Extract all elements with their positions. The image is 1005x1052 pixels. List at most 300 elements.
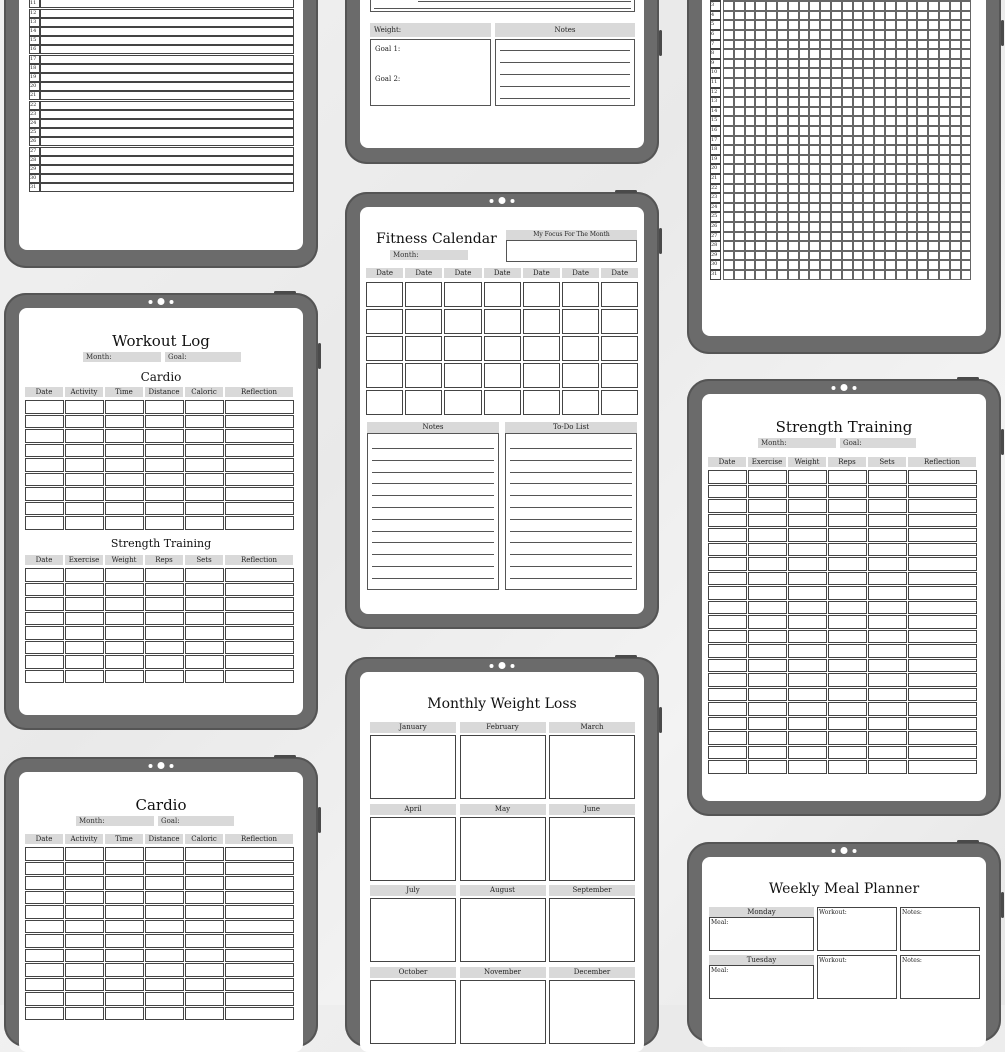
grid-cell (842, 126, 853, 136)
grid-cell (799, 116, 810, 126)
table-header: Reflection (225, 834, 293, 844)
grid-cell (842, 184, 853, 194)
workout-cardio-label (374, 0, 424, 1)
grid-cell (799, 78, 810, 88)
grid-cell (723, 88, 734, 98)
grid-cell (799, 184, 810, 194)
grid-cell (766, 241, 777, 251)
strength-training-goal: Goal: (840, 438, 916, 448)
grid-cell (788, 270, 799, 280)
grid-cell (950, 97, 961, 107)
table-cell (708, 543, 747, 557)
grid-cell (734, 116, 745, 126)
table-cell (145, 458, 184, 472)
grid-cell (907, 97, 918, 107)
table-cell (145, 612, 184, 626)
grid-cell (820, 40, 831, 50)
workout-log-title: Workout Log (112, 332, 210, 350)
grid-cell (745, 116, 756, 126)
grid-cell (950, 270, 961, 280)
grid-cell (766, 260, 777, 270)
grid-cell (799, 174, 810, 184)
grid-cell (961, 184, 972, 194)
grid-cell (853, 78, 864, 88)
grid-cell (755, 222, 766, 232)
grid-cell (885, 1, 896, 11)
grid-cell (809, 68, 820, 78)
table-cell (105, 612, 144, 626)
table-cell (225, 626, 294, 640)
row-line (40, 156, 294, 165)
table-cell (788, 543, 827, 557)
grid-cell (820, 30, 831, 40)
grid-cell (788, 193, 799, 203)
tablet-strength-training (687, 379, 1001, 816)
table-cell (868, 630, 907, 644)
table-cell (105, 862, 144, 876)
table-cell (748, 586, 787, 600)
grid-cell (831, 78, 842, 88)
table-cell (908, 731, 977, 745)
table-cell (105, 400, 144, 414)
grid-cell (831, 174, 842, 184)
grid-cell (777, 11, 788, 21)
grid-cell (745, 251, 756, 261)
grid-cell (928, 78, 939, 88)
grid-cell (961, 241, 972, 251)
grid-cell (842, 107, 853, 117)
grid-cell (755, 164, 766, 174)
grid-cell (809, 107, 820, 117)
grid-cell (820, 107, 831, 117)
grid-cell (874, 164, 885, 174)
table-cell (25, 487, 64, 501)
table-cell (748, 644, 787, 658)
grid-cell (799, 11, 810, 21)
grid-cell (799, 30, 810, 40)
grid-cell (917, 260, 928, 270)
grid-cell (723, 40, 734, 50)
table-cell (868, 557, 907, 571)
table-cell (65, 934, 104, 948)
grid-cell (820, 232, 831, 242)
table-cell (105, 626, 144, 640)
grid-cell (896, 270, 907, 280)
grid-cell (766, 107, 777, 117)
grid-cell (820, 1, 831, 11)
grid-cell (745, 155, 756, 165)
grid-cell (831, 193, 842, 203)
grid-cell (734, 11, 745, 21)
grid-cell (820, 203, 831, 213)
table-cell (65, 597, 104, 611)
grid-cell (928, 193, 939, 203)
row-line (40, 110, 294, 119)
table-cell (908, 702, 977, 716)
grid-cell (820, 260, 831, 270)
table-cell (788, 644, 827, 658)
table-header: Sets (185, 555, 223, 565)
grid-row-number: 11 (711, 79, 718, 85)
cardio-goal: Goal: (158, 816, 234, 826)
table-cell (868, 702, 907, 716)
table-cell (908, 499, 977, 513)
grid-cell (885, 164, 896, 174)
grid-cell (917, 136, 928, 146)
grid-cell (799, 232, 810, 242)
notes-label: Notes: (902, 909, 922, 916)
grid-cell (788, 203, 799, 213)
month-box (370, 898, 456, 962)
grid-cell (928, 155, 939, 165)
table-cell (105, 444, 144, 458)
calendar-day-cell (405, 390, 442, 415)
grid-cell (788, 78, 799, 88)
notes-line (372, 507, 494, 508)
grid-cell (863, 145, 874, 155)
grid-cell (799, 126, 810, 136)
grid-cell (961, 30, 972, 40)
notes-line (372, 531, 494, 532)
grid-cell (820, 174, 831, 184)
notes-header: Notes (495, 23, 635, 37)
table-header: Date (25, 555, 63, 565)
grid-cell (896, 1, 907, 11)
grid-cell (734, 97, 745, 107)
notes-line (372, 448, 494, 449)
row-line (40, 147, 294, 156)
table-cell (185, 978, 224, 992)
grid-cell (831, 136, 842, 146)
grid-cell (820, 59, 831, 69)
meal-label: Meal: (711, 967, 729, 974)
table-cell (868, 528, 907, 542)
grid-cell (939, 270, 950, 280)
calendar-day-header: Date (601, 268, 638, 278)
grid-cell (842, 260, 853, 270)
table-cell (225, 583, 294, 597)
todo-line (510, 448, 632, 449)
month-header: December (549, 967, 635, 978)
grid-cell (734, 260, 745, 270)
grid-cell (853, 20, 864, 30)
todo-line (510, 531, 632, 532)
table-cell (105, 568, 144, 582)
workout-log-month: Month: (83, 352, 161, 362)
grid-cell (939, 232, 950, 242)
grid-row-number: 10 (711, 69, 718, 76)
grid-cell (734, 136, 745, 146)
grid-cell (928, 270, 939, 280)
grid-cell (853, 251, 864, 261)
table-cell (708, 673, 747, 687)
grid-cell (863, 184, 874, 194)
table-cell (185, 444, 224, 458)
grid-cell (950, 174, 961, 184)
table-cell (828, 586, 867, 600)
table-header: Reflection (225, 387, 293, 397)
grid-cell (896, 203, 907, 213)
table-cell (748, 572, 787, 586)
grid-cell (788, 30, 799, 40)
grid-cell (853, 212, 864, 222)
workout-label: Workout: (819, 957, 847, 964)
row-number: 12 (30, 9, 37, 16)
grid-cell (917, 174, 928, 184)
grid-cell (853, 184, 864, 194)
row-line (40, 9, 294, 18)
grid-cell (777, 20, 788, 30)
grid-cell (723, 78, 734, 88)
table-cell (788, 572, 827, 586)
grid-cell (863, 68, 874, 78)
table-cell (105, 891, 144, 905)
grid-cell (734, 126, 745, 136)
grid-cell (885, 49, 896, 59)
table-cell (145, 847, 184, 861)
grid-cell (907, 59, 918, 69)
grid-cell (745, 203, 756, 213)
grid-cell (831, 251, 842, 261)
grid-cell (961, 11, 972, 21)
grid-cell (950, 59, 961, 69)
grid-cell (853, 97, 864, 107)
grid-cell (907, 49, 918, 59)
table-cell (868, 514, 907, 528)
grid-cell (831, 68, 842, 78)
table-cell (708, 760, 747, 774)
grid-cell (939, 251, 950, 261)
table-cell (225, 568, 294, 582)
grid-cell (799, 1, 810, 11)
table-header: Reps (828, 457, 866, 467)
grid-cell (928, 107, 939, 117)
grid-cell (907, 232, 918, 242)
grid-cell (766, 174, 777, 184)
table-cell (225, 920, 294, 934)
grid-cell (917, 116, 928, 126)
table-cell (25, 429, 64, 443)
tracker-screen (19, 0, 303, 250)
table-cell (708, 688, 747, 702)
grid-cell (820, 68, 831, 78)
grid-cell (896, 212, 907, 222)
row-number: 25 (30, 129, 37, 136)
grid-cell (961, 40, 972, 50)
grid-cell (745, 30, 756, 40)
grid-cell (842, 270, 853, 280)
tablet-goals (345, 0, 659, 164)
grid-cell (745, 222, 756, 232)
table-cell (105, 502, 144, 516)
grid-cell (755, 155, 766, 165)
grid-cell (777, 174, 788, 184)
table-cell (185, 891, 224, 905)
grid-cell (842, 174, 853, 184)
grid-cell (777, 251, 788, 261)
table-cell (788, 586, 827, 600)
grid-cell (917, 145, 928, 155)
grid-cell (723, 97, 734, 107)
grid-cell (745, 20, 756, 30)
grid-cell (950, 40, 961, 50)
calendar-day-header: Date (523, 268, 560, 278)
table-cell (65, 429, 104, 443)
table-cell (225, 670, 294, 684)
table-cell (185, 400, 224, 414)
grid-cell (853, 116, 864, 126)
calendar-day-cell (484, 309, 521, 334)
grid-cell (831, 30, 842, 40)
grid-cell (950, 126, 961, 136)
grid-cell (734, 164, 745, 174)
table-header: Activity (65, 834, 103, 844)
table-cell (788, 731, 827, 745)
grid-cell (885, 174, 896, 184)
grid-cell (896, 97, 907, 107)
grid-cell (788, 136, 799, 146)
grid-cell (961, 212, 972, 222)
grid-cell (777, 49, 788, 59)
table-cell (828, 499, 867, 513)
grid-cell (896, 193, 907, 203)
table-header: Reps (145, 555, 183, 565)
table-cell (145, 934, 184, 948)
grid-cell (734, 59, 745, 69)
grid-cell (950, 203, 961, 213)
table-cell (828, 615, 867, 629)
table-header: Caloric (185, 387, 223, 397)
table-cell (145, 963, 184, 977)
grid-cell (755, 88, 766, 98)
table-cell (828, 485, 867, 499)
table-cell (185, 992, 224, 1006)
month-header: November (460, 967, 546, 978)
grid-cell (928, 212, 939, 222)
row-line (40, 91, 294, 100)
month-header: May (460, 804, 546, 815)
grid-cell (961, 203, 972, 213)
grid-cell (755, 78, 766, 88)
table-cell (105, 934, 144, 948)
grid-cell (961, 116, 972, 126)
row-line (40, 55, 294, 64)
table-cell (908, 746, 977, 760)
grid-cell (766, 155, 777, 165)
grid-cell (863, 232, 874, 242)
grid-row-number: 25 (711, 213, 718, 220)
grid-cell (950, 1, 961, 11)
table-cell (105, 641, 144, 655)
grid-cell (723, 270, 734, 280)
calendar-day-cell (601, 363, 638, 388)
grid-cell (809, 184, 820, 194)
row-number: 29 (30, 166, 37, 172)
grid-cell (788, 88, 799, 98)
grid-cell (874, 184, 885, 194)
grid-cell (950, 20, 961, 30)
grid-cell (939, 136, 950, 146)
grid-cell (907, 107, 918, 117)
todo-line (510, 483, 632, 484)
grid-cell (961, 270, 972, 280)
grid-cell (831, 11, 842, 21)
grid-cell (755, 68, 766, 78)
grid-cell (820, 212, 831, 222)
grid-cell (961, 68, 972, 78)
grid-cell (917, 40, 928, 50)
grid-cell (745, 232, 756, 242)
grid-cell (831, 184, 842, 194)
grid-cell (939, 174, 950, 184)
table-cell (185, 626, 224, 640)
grid-cell (842, 193, 853, 203)
grid-cell (723, 164, 734, 174)
grid-cell (788, 20, 799, 30)
grid-cell (788, 155, 799, 165)
table-cell (868, 760, 907, 774)
grid-cell (928, 30, 939, 40)
month-header: March (549, 722, 635, 733)
grid-cell (939, 1, 950, 11)
grid-cell (874, 241, 885, 251)
grid-cell (842, 40, 853, 50)
grid-cell (723, 184, 734, 194)
grid-cell (842, 49, 853, 59)
calendar-day-header: Date (562, 268, 599, 278)
month-header: September (549, 885, 635, 896)
grid-cell (788, 222, 799, 232)
grid-row-number: 24 (711, 203, 718, 210)
strength-training-month: Month: (758, 438, 836, 448)
table-cell (145, 876, 184, 890)
table-cell (145, 473, 184, 487)
grid-cell (799, 145, 810, 155)
grid-cell (950, 145, 961, 155)
grid-cell (799, 68, 810, 78)
grid-cell (745, 174, 756, 184)
grid-cell (885, 68, 896, 78)
table-header: Date (25, 834, 63, 844)
grid-cell (788, 59, 799, 69)
grid-cell (788, 212, 799, 222)
grid-row-number: 20 (711, 165, 718, 172)
table-cell (868, 644, 907, 658)
grid-cell (842, 155, 853, 165)
table-header: Reflection (225, 555, 293, 565)
table-cell (788, 659, 827, 673)
table-cell (25, 670, 64, 684)
grid-cell (917, 49, 928, 59)
table-cell (788, 615, 827, 629)
grid-cell (907, 88, 918, 98)
grid-cell (842, 164, 853, 174)
grid-cell (917, 20, 928, 30)
table-cell (908, 688, 977, 702)
table-cell (225, 641, 294, 655)
calendar-day-cell (405, 282, 442, 307)
grid-cell (788, 40, 799, 50)
grid-cell (734, 232, 745, 242)
calendar-day-cell (523, 390, 560, 415)
month-box (549, 898, 635, 962)
grid-cell (853, 241, 864, 251)
table-cell (145, 978, 184, 992)
row-line (40, 101, 294, 110)
grid-cell (766, 59, 777, 69)
grid-cell (961, 260, 972, 270)
grid-cell (734, 203, 745, 213)
